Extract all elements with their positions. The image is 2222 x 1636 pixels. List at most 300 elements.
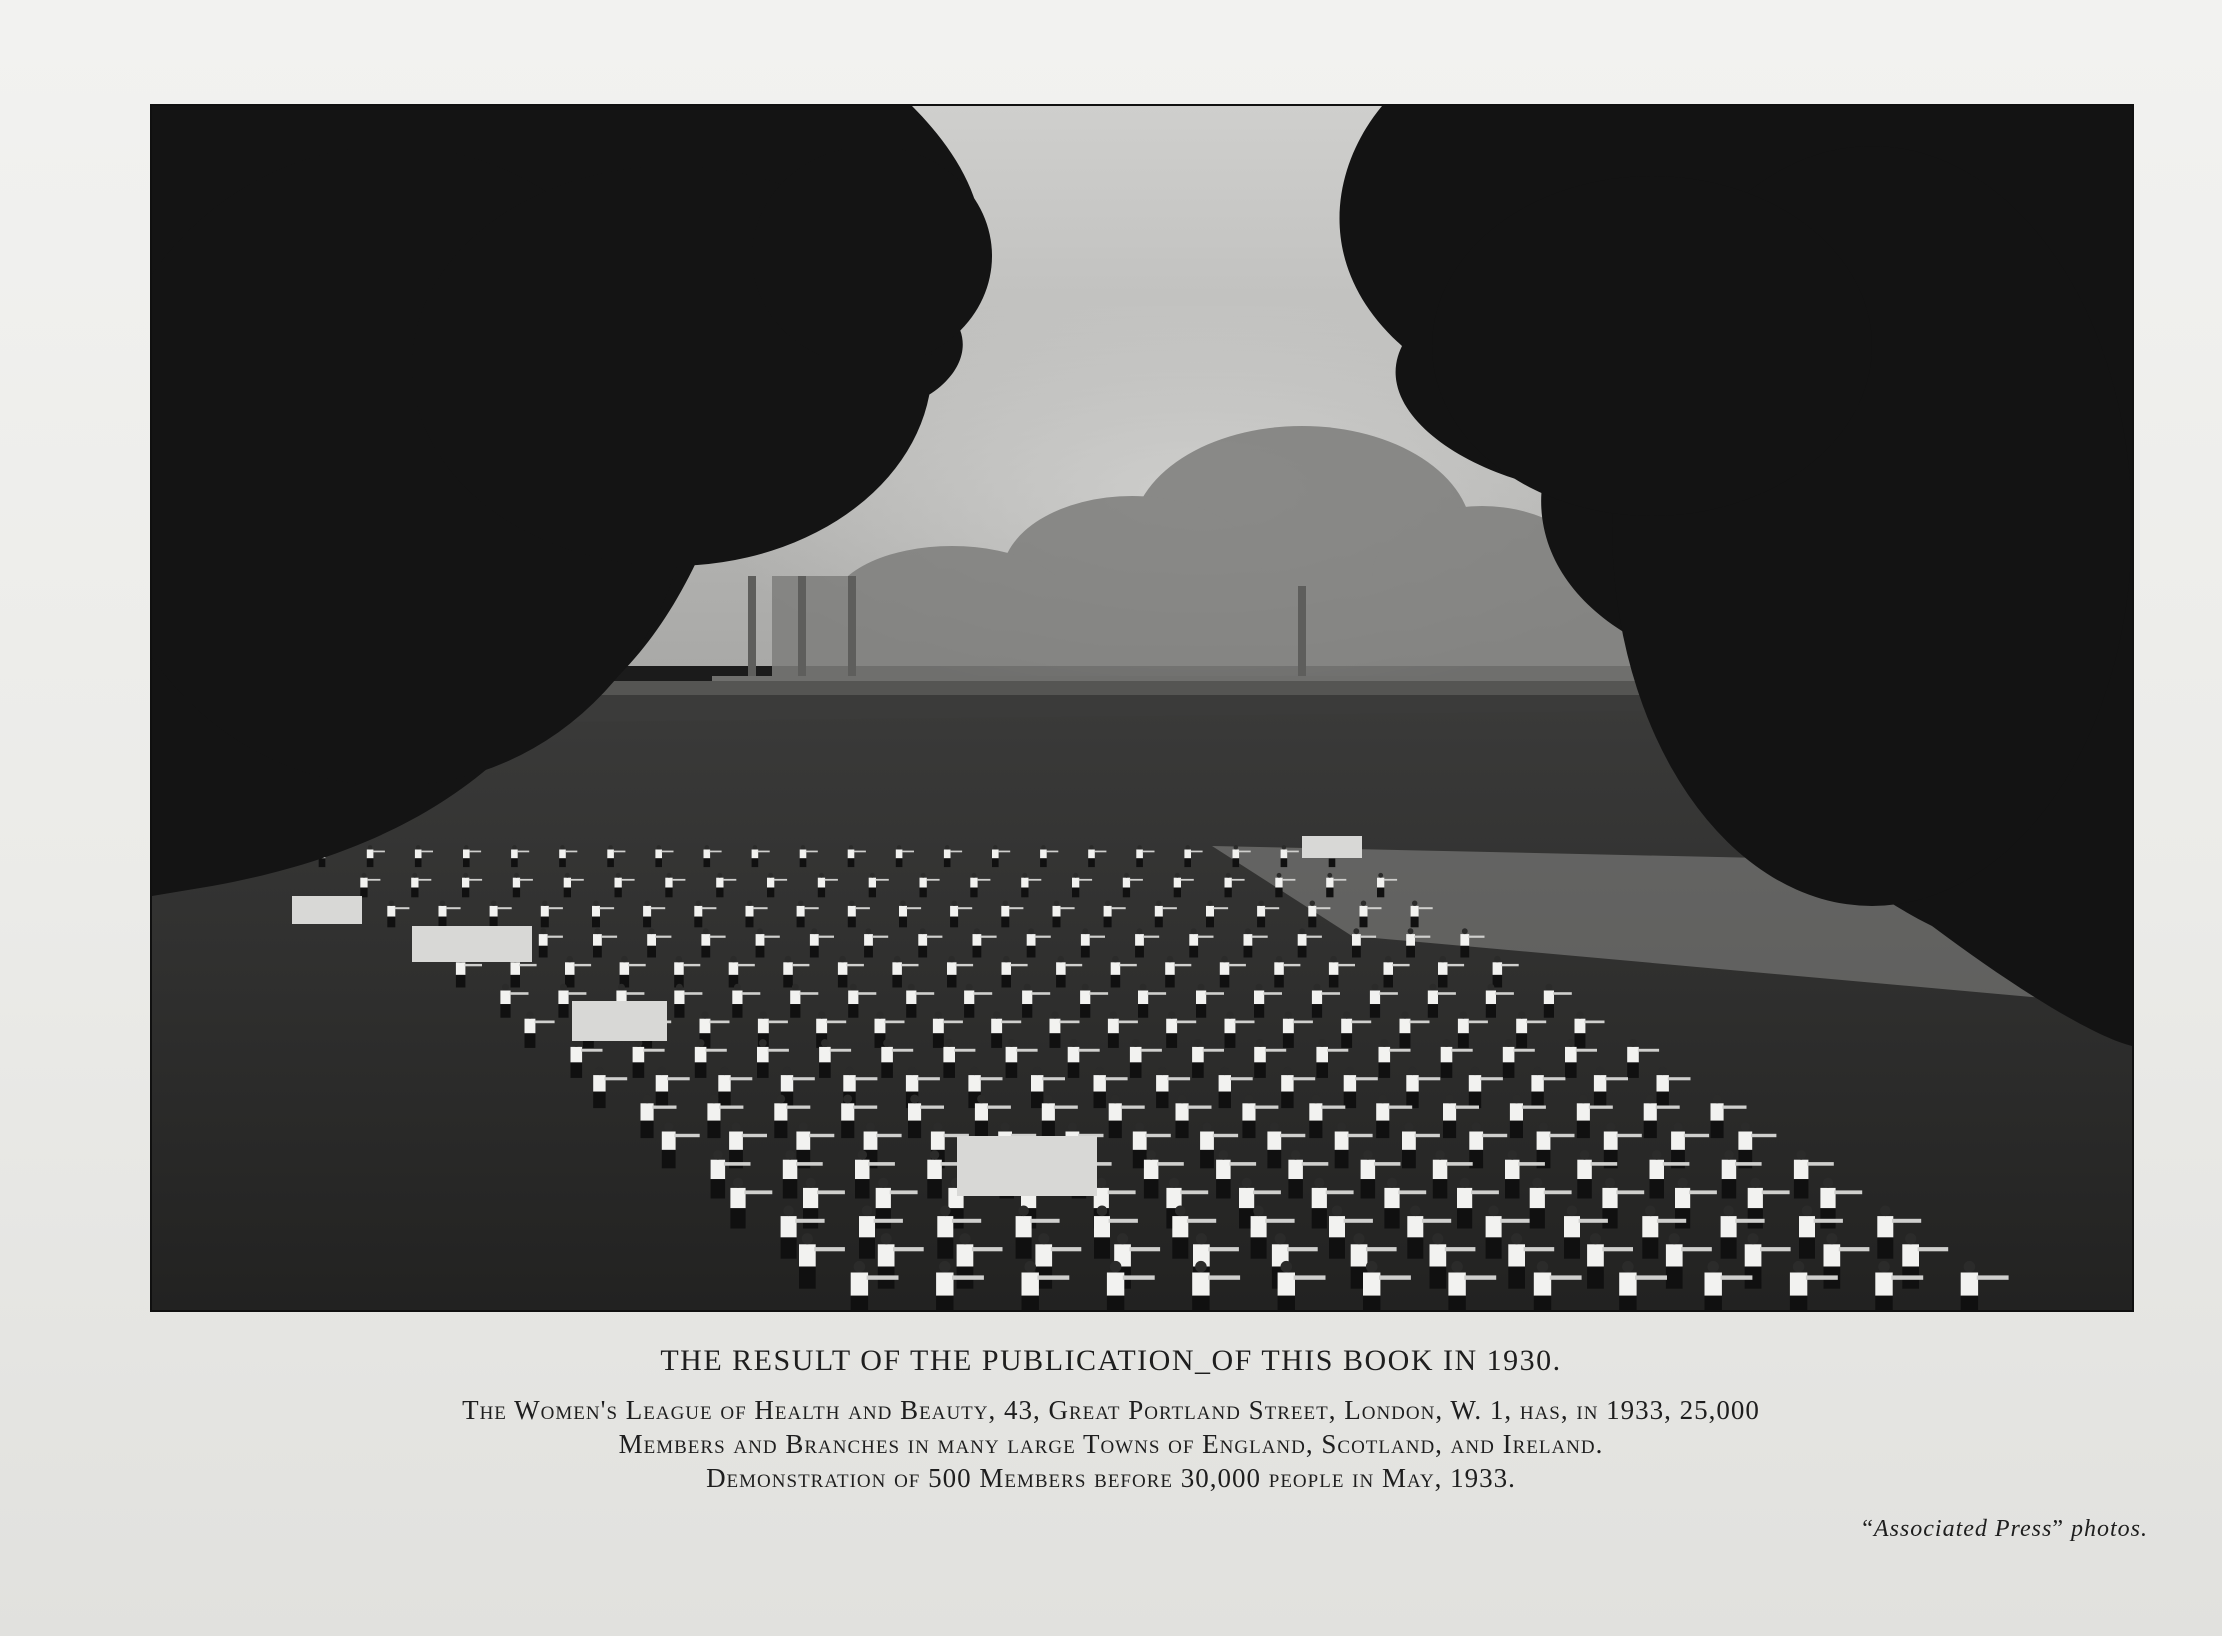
figure-skirt: [1460, 946, 1469, 958]
figure-top: [843, 1075, 855, 1092]
figure-arm: [1589, 1106, 1613, 1109]
figure-head: [621, 956, 627, 962]
figure-arm: [1032, 992, 1051, 995]
figure-skirt: [1407, 1237, 1423, 1258]
figure-head: [1259, 901, 1264, 906]
figure-top: [1458, 1019, 1469, 1034]
figure-head: [858, 1150, 868, 1160]
figure-head: [616, 873, 621, 878]
figure-top: [643, 906, 651, 917]
figure-skirt: [593, 946, 602, 958]
figure-top: [1281, 850, 1288, 859]
figure-top: [964, 991, 974, 1005]
figure-head: [870, 873, 875, 878]
figure-top: [1022, 1273, 1039, 1296]
figure-arm: [1321, 992, 1340, 995]
figure-head: [1723, 1206, 1734, 1217]
figure-head: [676, 956, 682, 962]
figure-arm: [1518, 1162, 1545, 1166]
figure-head: [1221, 956, 1227, 962]
figure-head: [1532, 1178, 1542, 1188]
figure-head: [730, 956, 736, 962]
figure-top: [1824, 1244, 1841, 1266]
figure-top: [1877, 1216, 1893, 1237]
figure-top: [1288, 1160, 1303, 1179]
figure-skirt: [1050, 1033, 1061, 1048]
figure-arm: [1495, 992, 1514, 995]
figure-arm: [1197, 936, 1213, 938]
figure-arm: [1814, 1219, 1843, 1223]
figure-arm: [395, 907, 410, 909]
figure-skirt: [1172, 1237, 1188, 1258]
figure-top: [881, 1047, 893, 1063]
photo-credit: “Associated Press” photos.: [1862, 1516, 2148, 1542]
figure-skirt: [1642, 1237, 1658, 1258]
figure-top: [1430, 1244, 1447, 1266]
figure-head: [757, 928, 763, 934]
figure-arm: [1265, 1049, 1286, 1052]
figure-top: [931, 1132, 945, 1150]
figure-top: [992, 850, 999, 859]
figure-skirt: [1196, 1004, 1206, 1018]
figure-top: [1516, 1019, 1527, 1034]
figure-top: [1021, 878, 1028, 888]
figure-head: [618, 984, 625, 991]
figure-arm: [1834, 1190, 1862, 1194]
figure-head: [658, 1067, 666, 1075]
figure-head: [608, 845, 612, 849]
figure-head: [1964, 1261, 1976, 1273]
figure-top: [933, 1019, 944, 1034]
figure-head: [1567, 1206, 1578, 1217]
figure-skirt: [633, 1062, 645, 1078]
figure-skirt: [558, 1004, 568, 1018]
figure-top: [906, 991, 916, 1005]
figure-skirt: [1081, 946, 1090, 958]
figure-skirt: [810, 946, 819, 958]
figure-head: [1332, 1206, 1343, 1217]
figure-arm: [519, 964, 536, 966]
figure-skirt: [1144, 1179, 1159, 1198]
figure-arm: [847, 964, 864, 966]
figure-top: [1326, 878, 1333, 888]
figure-arm: [568, 992, 587, 995]
figure-skirt: [1794, 1179, 1809, 1198]
figure-skirt: [783, 1179, 798, 1198]
figure-skirt: [881, 1062, 893, 1078]
figure-head: [1462, 928, 1468, 934]
figure-top: [367, 850, 374, 859]
figure-top: [1503, 1047, 1515, 1063]
figure-top: [1402, 1132, 1416, 1150]
figure-head: [1546, 984, 1553, 991]
figure-head: [878, 1178, 888, 1188]
figure-top: [500, 991, 510, 1005]
figure-top: [711, 1160, 726, 1179]
figure-arm: [1230, 1162, 1257, 1166]
figure-skirt: [1486, 1237, 1502, 1258]
figure-skirt: [838, 975, 848, 988]
figure-arm: [1287, 851, 1299, 853]
figure-head: [440, 901, 445, 906]
figure-head: [972, 873, 977, 878]
figure-arm: [520, 879, 533, 881]
figure-skirt: [1254, 1062, 1266, 1078]
figure-head: [881, 1233, 892, 1244]
figure-arm: [792, 1077, 815, 1080]
figure-arm: [1094, 851, 1106, 853]
figure-head: [412, 873, 417, 878]
figure-top: [1564, 1216, 1580, 1237]
figure-skirt: [694, 917, 702, 928]
figure-top: [1192, 1273, 1209, 1296]
figure-arm: [1751, 1134, 1776, 1137]
figure-top: [1363, 1273, 1380, 1296]
figure-skirt: [701, 946, 710, 958]
figure-top: [1376, 1103, 1389, 1120]
figure-head: [565, 873, 570, 878]
figure-top: [758, 1019, 769, 1034]
figure-head: [845, 1067, 853, 1075]
figure-arm: [626, 992, 645, 995]
figure-skirt: [892, 975, 902, 988]
figure-head: [1285, 1012, 1292, 1019]
figure-skirt: [1587, 1267, 1604, 1289]
figure-skirt: [1192, 1296, 1209, 1310]
figure-arm: [893, 1247, 924, 1251]
figure-top: [593, 934, 602, 946]
figure-arm: [1035, 936, 1051, 938]
figure-skirt: [950, 917, 958, 928]
figure-skirt: [1722, 1179, 1737, 1198]
figure-head: [1472, 1122, 1481, 1131]
figure-skirt: [662, 1150, 676, 1168]
figure-skirt: [571, 1062, 583, 1078]
figure-skirt: [1192, 1062, 1204, 1078]
figure-skirt: [559, 858, 566, 867]
figure-arm: [818, 936, 834, 938]
figure-top: [1006, 1047, 1018, 1063]
figure-head: [1169, 1178, 1179, 1188]
figure-skirt: [936, 1296, 953, 1310]
figure-skirt: [704, 858, 711, 867]
figure-head: [1314, 984, 1321, 991]
figure-top: [899, 906, 907, 917]
figure-top: [1192, 1047, 1204, 1063]
figure-arm: [1109, 1219, 1138, 1223]
figure-top: [1748, 1188, 1763, 1208]
figure-head: [818, 1012, 825, 1019]
figure-head: [1195, 1261, 1207, 1273]
figure-skirt: [1377, 888, 1384, 898]
figure-arm: [800, 992, 819, 995]
figure-top: [1216, 1160, 1231, 1179]
figure-arm: [1576, 1049, 1597, 1052]
figure-arm: [1111, 907, 1126, 909]
figure-skirt: [1022, 1004, 1032, 1018]
figure-top: [1335, 1132, 1349, 1150]
figure-skirt: [1316, 1062, 1328, 1078]
figure-head: [1880, 1206, 1891, 1217]
figure-arm: [1046, 851, 1058, 853]
figure-top: [1016, 1216, 1032, 1237]
figure-top: [674, 991, 684, 1005]
figure-skirt: [490, 917, 498, 928]
figure-head: [1283, 1067, 1291, 1075]
figure-skirt: [1627, 1062, 1639, 1078]
figure-arm: [906, 907, 921, 909]
figure-top: [541, 906, 549, 917]
figure-arm: [814, 1247, 845, 1251]
figure-head: [514, 873, 519, 878]
figure-top: [1123, 878, 1130, 888]
figure-head: [747, 901, 752, 906]
figure-top: [1406, 934, 1415, 946]
figure-top: [1486, 991, 1496, 1005]
figure-top: [1042, 1103, 1055, 1120]
figure-skirt: [1438, 975, 1448, 988]
figure-skirt: [387, 917, 395, 928]
figure-arm: [926, 879, 939, 881]
figure-head: [1826, 1233, 1837, 1244]
figure-skirt: [1219, 1092, 1231, 1109]
figure-skirt: [1189, 946, 1198, 958]
figure-skirt: [439, 917, 447, 928]
figure-top: [896, 850, 903, 859]
figure-arm: [1121, 1106, 1145, 1109]
figure-top: [1174, 878, 1181, 888]
figure-skirt: [1094, 1092, 1106, 1109]
figure-top: [838, 962, 848, 975]
figure-top: [1705, 1273, 1722, 1296]
figure-top: [1666, 1244, 1683, 1266]
figure-top: [1510, 1103, 1523, 1120]
figure-top: [571, 1047, 583, 1063]
figure-head: [1378, 1095, 1387, 1104]
figure-top: [1251, 1216, 1267, 1237]
figure-arm: [599, 907, 614, 909]
figure-arm: [421, 851, 433, 853]
figure-head: [819, 873, 824, 878]
figure-arm: [998, 851, 1010, 853]
figure-arm: [1231, 879, 1244, 881]
figure-head: [1596, 1067, 1604, 1075]
figure-arm: [1229, 964, 1246, 966]
figure-head: [1178, 1095, 1187, 1104]
figure-top: [1072, 878, 1079, 888]
figure-arm: [1162, 907, 1177, 909]
figure-arm: [1176, 1021, 1196, 1024]
figure-arm: [1293, 1021, 1313, 1024]
figure-head: [664, 1122, 673, 1131]
figure-head: [667, 873, 672, 878]
figure-head: [595, 928, 601, 934]
figure-head: [1318, 1039, 1326, 1047]
figure-skirt: [1379, 1062, 1391, 1078]
figure-arm: [1157, 1162, 1184, 1166]
figure-arm: [601, 936, 617, 938]
figure-head: [1038, 1233, 1049, 1244]
figure-top: [559, 850, 566, 859]
figure-skirt: [1108, 1033, 1119, 1048]
figure-head: [526, 1012, 533, 1019]
figure-arm: [952, 1275, 984, 1279]
figure-top: [1619, 1273, 1636, 1296]
figure-head: [1073, 873, 1078, 878]
figure-head: [1191, 928, 1197, 934]
figure-skirt: [1138, 1004, 1148, 1018]
figure-arm: [1398, 1190, 1426, 1194]
figure-head: [1003, 901, 1008, 906]
figure-head: [1346, 1067, 1354, 1075]
figure-top: [647, 934, 656, 946]
figure-arm: [1060, 1021, 1080, 1024]
figure-arm: [892, 1049, 913, 1052]
figure-head: [1044, 1095, 1053, 1104]
figure-top: [1274, 962, 1284, 975]
figure-arm: [1030, 1219, 1059, 1223]
figure-arm: [1009, 907, 1024, 909]
figure-arm: [367, 879, 380, 881]
figure-arm: [581, 1049, 602, 1052]
figure-skirt: [1711, 1121, 1724, 1138]
figure-arm: [825, 879, 838, 881]
figure-arm: [764, 936, 780, 938]
figure-head: [1124, 873, 1129, 878]
figure-skirt: [511, 858, 518, 867]
figure-top: [439, 906, 447, 917]
figure-head: [977, 1095, 986, 1104]
figure-arm: [1471, 1190, 1499, 1194]
figure-top: [1508, 1244, 1525, 1266]
figure-top: [1644, 1103, 1657, 1120]
figure-arm: [510, 992, 529, 995]
figure-top: [1384, 962, 1394, 975]
figure-top: [1219, 1075, 1231, 1092]
figure-top: [970, 878, 977, 888]
figure-arm: [1141, 1049, 1162, 1052]
figure-head: [1590, 1233, 1601, 1244]
figure-head: [1741, 1122, 1750, 1131]
figure-arm: [1054, 1106, 1078, 1109]
figure-top: [1136, 850, 1143, 859]
figure-head: [1140, 984, 1147, 991]
figure-top: [803, 1188, 818, 1208]
figure-skirt: [1402, 1150, 1416, 1168]
figure-skirt: [1329, 858, 1336, 867]
figure-head: [701, 1012, 708, 1019]
figure-top: [957, 1244, 974, 1266]
caption-line-2: Members and Branches in many large Towns of England, Scotland, and Ireland.: [618, 1429, 1604, 1459]
figure-arm: [710, 936, 726, 938]
figure-arm: [1415, 1134, 1440, 1137]
figure-arm: [950, 851, 962, 853]
figure-skirt: [1233, 858, 1240, 867]
figure-head: [731, 1122, 740, 1131]
figure-top: [918, 934, 927, 946]
figure-arm: [1663, 1162, 1690, 1166]
figure-arm: [1384, 879, 1397, 881]
figure-arm: [719, 1106, 743, 1109]
figure-top: [732, 991, 742, 1005]
figure-top: [1460, 934, 1469, 946]
figure-top: [1448, 1273, 1465, 1296]
figure-arm: [446, 907, 461, 909]
figure-skirt: [1135, 946, 1144, 958]
figure-arm: [1167, 1077, 1190, 1080]
figure-skirt: [783, 975, 793, 988]
figure-head: [713, 1150, 723, 1160]
figure-skirt: [1510, 1121, 1523, 1138]
figure-head: [1068, 1122, 1077, 1131]
figure-skirt: [1225, 1033, 1236, 1048]
figure-head: [1622, 1261, 1634, 1273]
figure-top: [1602, 1188, 1617, 1208]
figure-skirt: [1360, 917, 1368, 928]
figure-arm: [1263, 992, 1282, 995]
figure-skirt: [943, 1062, 955, 1078]
figure-arm: [418, 879, 431, 881]
figure-head: [921, 873, 926, 878]
figure-arm: [956, 964, 973, 966]
figure-skirt: [1441, 1062, 1453, 1078]
figure-head: [1219, 1150, 1229, 1160]
figure-top: [968, 1075, 980, 1092]
figure-top: [1002, 962, 1012, 975]
figure-top: [1361, 1160, 1376, 1179]
figure-top: [920, 878, 927, 888]
caption-title: THE RESULT OF THE PUBLICATION_OF THIS BOOK IN 1930.: [660, 1344, 1562, 1377]
figure-top: [592, 906, 600, 917]
figure-top: [1111, 962, 1121, 975]
figure-arm: [855, 1077, 878, 1080]
figure-skirt: [1068, 1062, 1080, 1078]
figure-arm: [1079, 879, 1092, 881]
figure-skirt: [695, 1062, 707, 1078]
figure-top: [1537, 1132, 1551, 1150]
figure-arm: [465, 964, 482, 966]
figure-arm: [1437, 992, 1456, 995]
figure-head: [705, 845, 709, 849]
figure-top: [1166, 1019, 1177, 1034]
figure-skirt: [756, 946, 765, 958]
figure-arm: [987, 1106, 1011, 1109]
figure-top: [1225, 1019, 1236, 1034]
figure-arm: [1414, 936, 1430, 938]
figure-skirt: [1961, 1296, 1978, 1310]
figure-top: [695, 1047, 707, 1063]
figure-arm: [1355, 1077, 1378, 1080]
figure-skirt: [1411, 917, 1419, 928]
figure-arm: [574, 964, 591, 966]
figure-arm: [1060, 907, 1075, 909]
figure-arm: [972, 1247, 1003, 1251]
figure-arm: [1333, 879, 1346, 881]
figure-arm: [1108, 1190, 1136, 1194]
figure-skirt: [593, 1092, 605, 1109]
figure-head: [952, 901, 957, 906]
figure-skirt: [1278, 1296, 1295, 1310]
figure-top: [1469, 1132, 1483, 1150]
figure-arm: [1028, 879, 1041, 881]
figure-head: [1186, 845, 1190, 849]
figure-arm: [1638, 1049, 1659, 1052]
figure-skirt: [1016, 1237, 1032, 1258]
figure-head: [783, 1206, 794, 1217]
figure-skirt: [1257, 917, 1265, 928]
figure-skirt: [541, 917, 549, 928]
figure-arm: [1347, 1134, 1372, 1137]
